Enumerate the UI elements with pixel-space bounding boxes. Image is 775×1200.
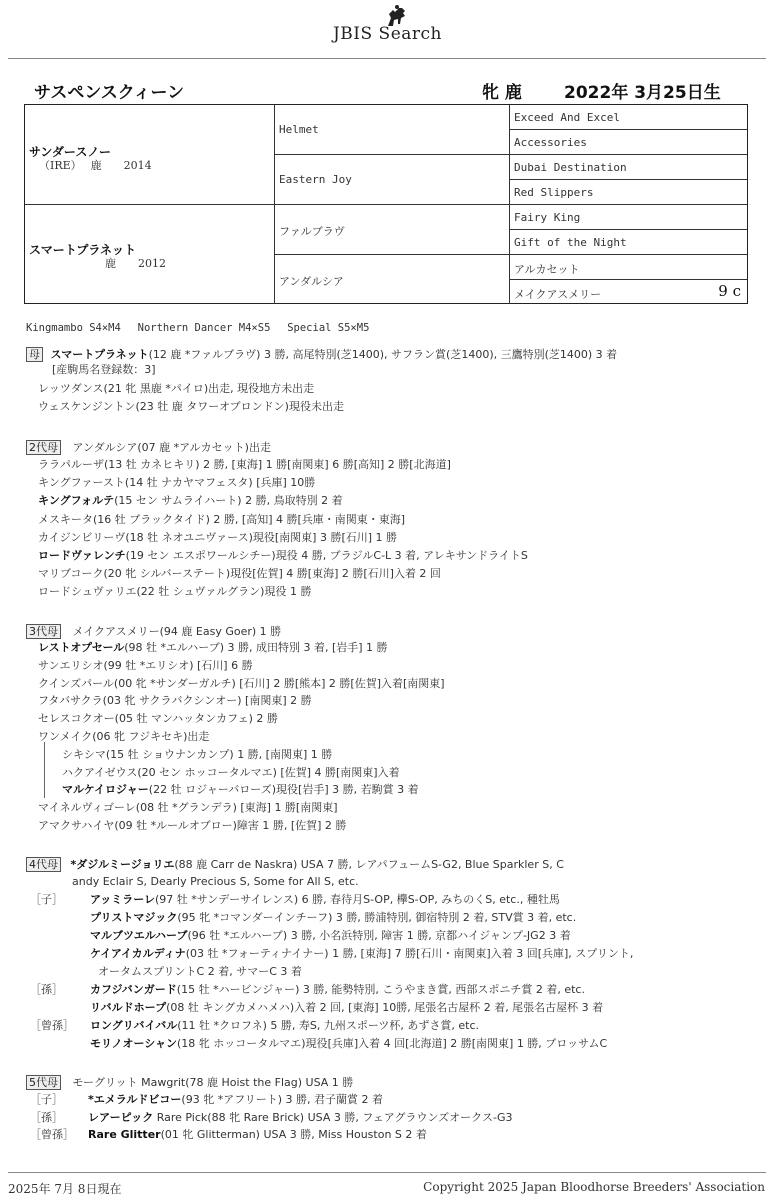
list-item[interactable] — [38, 585, 311, 599]
pedigree-dam-cell[interactable] — [25, 205, 275, 304]
g2-section-head — [26, 440, 271, 455]
record-text: マリブコーク(20 牝 シルバーステート)現役[佐賀] 4 勝[東海] 2 勝[石川]入着 2 回 — [38, 567, 441, 581]
pedigree-gen2-cell[interactable] — [275, 105, 510, 155]
horse-link[interactable]: ロングリバイバル — [90, 1019, 178, 1032]
dam-section-head — [26, 347, 617, 362]
horse-link[interactable]: Rare Glitter — [88, 1128, 161, 1141]
section-tag: 母 — [26, 347, 43, 362]
list-item[interactable] — [38, 494, 343, 508]
record-text: (97 牡 *サンデーサイレンス) 6 勝, 春待月S-OP, 欅S-OP, みちのくS, etc., 種牡馬 — [155, 893, 560, 906]
record-text: フタバサクラ(03 牝 サクラバクシンオー) [南関東] 2 勝 — [38, 694, 312, 708]
list-item[interactable] — [38, 801, 338, 815]
section-tag: 4代母 — [26, 857, 61, 872]
pedigree-gen2-name[interactable]: アンダルシア — [279, 275, 344, 288]
record-text: ワンメイク(06 牝 フジキセキ)出走 — [38, 730, 210, 743]
horse-name: サスペンスクィーン — [34, 83, 185, 103]
pedigree-gen3-name[interactable]: Dubai Destination — [514, 161, 627, 174]
dam-section-record: (12 鹿 *ファルブラヴ) 3 勝, 高尾特別(芝1400), サフラン賞(芝1400), 三鷹特別(芝1400) 3 着 — [148, 348, 618, 361]
horse-link[interactable]: マルケイロジャー — [62, 783, 149, 797]
list-item[interactable] — [30, 947, 633, 961]
record-text: (19 セン エスポワールシチー)現役 4 勝, ブラジルC-L 3 着, アレキサンドライトS — [125, 549, 528, 562]
horse-link[interactable]: プリストマジック — [90, 911, 178, 924]
horse-sex-color: 牝 鹿 — [482, 83, 522, 103]
pedigree-gen2-name[interactable]: ファルブラヴ — [279, 225, 345, 238]
pedigree-gen3-cell[interactable] — [510, 155, 747, 180]
record-text: (08 牡 キングカメハメハ)入着 2 回, [東海] 10勝, 尾張名古屋杯 2 着, 尾張名古屋杯 3 着 — [166, 1001, 604, 1014]
horse-link[interactable]: モリノオーシャン — [90, 1037, 178, 1050]
pedigree-sire-cell[interactable] — [25, 105, 275, 205]
list-item[interactable] — [30, 1128, 427, 1142]
horse-link[interactable]: アッミラーレ — [90, 893, 156, 906]
horse-link[interactable]: キングフォルテ — [38, 494, 115, 508]
dam-name[interactable]: スマートプラネット — [29, 243, 137, 257]
record-text: (96 牡 *エルハーブ) 3 勝, 小名浜特別, 障害 1 勝, 京都ハイジャンプ-JG2 3 着 — [187, 929, 571, 942]
record-text: メスキータ(16 牡 ブラックタイド) 2 勝, [高知] 4 勝[兵庫・南関東・東海] — [38, 512, 406, 526]
record-text: サンエリシオ(99 牡 *エリシオ) [石川] 6 勝 — [38, 658, 253, 672]
relation-label: ［孫］ — [30, 983, 63, 996]
g4-section-record-cont: andy Eclair S, Dearly Precious S, Some for All S, etc. — [72, 875, 359, 888]
record-text: (98 牡 *エルハーブ) 3 勝, 成田特別 3 着, [岩手] 1 勝 — [124, 641, 388, 654]
record-text: ハクアイゼウス(20 セン ホッコータルマエ) [佐賀] 4 勝[南関東]入着 — [62, 765, 400, 779]
horse-rider-icon — [385, 4, 409, 28]
footer-divider — [8, 1172, 766, 1173]
pedigree-gen3-name[interactable]: メイクアスメリー — [514, 288, 602, 301]
pedigree-gen2-name[interactable]: Eastern Joy — [279, 173, 352, 186]
pedigree-gen3-cell[interactable] — [510, 230, 747, 255]
record-text: (11 牡 *クロフネ) 5 勝, 寿S, 九州スポーツ杯, あずさ賞, etc. — [177, 1019, 479, 1032]
g3-section-head — [26, 624, 281, 639]
list-item[interactable] — [38, 712, 278, 726]
pedigree-gen3-name[interactable]: アルカセット — [514, 263, 580, 276]
list-item[interactable] — [38, 659, 253, 673]
g4-section-name[interactable]: *ダジルミージョリエ — [70, 858, 175, 871]
record-text: ララパルーザ(13 牡 カネヒキリ) 2 勝, [東海] 1 勝[南関東] 6 勝[高知] 2 勝[北海道] — [38, 458, 451, 471]
family-number: 9 c — [718, 282, 741, 300]
pedigree-gen3-name[interactable]: Fairy King — [514, 211, 581, 224]
section-tag: 2代母 — [26, 440, 61, 455]
relation-label: ［孫］ — [30, 1110, 63, 1124]
record-text: ロードシュヴァリエ(22 牡 シュヴァルグラン)現役 1 勝 — [38, 585, 312, 599]
pedigree-gen2-name[interactable]: Helmet — [279, 123, 319, 136]
record-text: カイジンビリーヴ(18 牡 ネオユニヴァース)現役[南関東] 3 勝[石川] 1 勝 — [38, 530, 398, 544]
record-text: アマクサハイヤ(09 牡 *ルールオブロー)障害 1 勝, [佐賀] 2 勝 — [38, 819, 347, 832]
g3-section-dam[interactable]: メイクアスメリー(94 鹿 Easy Goer) 1 勝 — [72, 625, 282, 638]
copyright: Copyright 2025 Japan Bloodhorse Breeders' Association — [423, 1180, 765, 1194]
list-item[interactable] — [62, 748, 332, 762]
inbreeding-cross: Kingmambo S4×M4 Northern Dancer M4×S5 Special S5×M5 — [26, 322, 370, 334]
pedigree-gen3-cell[interactable] — [510, 255, 747, 280]
horse-link[interactable]: *エメラルドビコー — [88, 1093, 182, 1106]
pedigree-gen3-cell[interactable] — [510, 130, 747, 155]
list-item[interactable] — [38, 531, 397, 545]
relation-label: ［子］ — [30, 1093, 63, 1106]
record-text: (22 牡 ロジャーバローズ)現役[岩手] 3 勝, 若駒賞 3 着 — [148, 783, 419, 797]
record-text: キングファースト(14 牡 ナカヤマフェスタ) [兵庫] 10勝 — [38, 476, 316, 490]
pedigree-gen3-name[interactable]: Gift of the Night — [514, 236, 627, 249]
g4-section-head — [26, 857, 564, 872]
record-text: クインズパール(00 牝 *サンダーガルチ) [石川] 2 勝[熊本] 2 勝[佐賀]入着[南関東] — [38, 676, 445, 690]
list-item[interactable] — [62, 766, 400, 780]
relation-label: ［曾孫］ — [30, 1019, 74, 1032]
list-item[interactable] — [30, 965, 302, 979]
registered-count: [産駒馬名登録数：3] — [52, 363, 156, 376]
g5-section-head — [26, 1075, 353, 1090]
list-item[interactable] — [38, 730, 209, 744]
list-item[interactable] — [38, 567, 441, 581]
horse-link[interactable]: リバルドホープ — [90, 1001, 167, 1014]
list-item[interactable] — [30, 1037, 607, 1051]
record-text: (18 牝 ホッコータルマエ)現役[兵庫]入着 4 回[北海道] 2 勝[南関東] 1 勝, ブロッサムC — [177, 1037, 608, 1050]
pedigree-table — [24, 104, 748, 304]
list-item[interactable] — [38, 641, 388, 655]
relation-label: ［曾孫］ — [30, 1128, 74, 1141]
sire-name[interactable]: サンダースノー — [29, 145, 111, 159]
list-item[interactable] — [30, 1019, 479, 1033]
record-text: セレスコクオー(05 牡 マンハッタンカフェ) 2 勝 — [38, 712, 278, 726]
pedigree-gen3-name[interactable]: Accessories — [514, 136, 587, 149]
list-item[interactable] — [30, 1001, 603, 1015]
offspring-bracket — [44, 742, 45, 798]
horse-link[interactable]: レストオプセール — [38, 641, 125, 654]
list-item[interactable] — [30, 893, 560, 907]
relation-label: ［子］ — [30, 893, 63, 906]
list-item[interactable] — [38, 819, 346, 833]
g4-section-record: (88 鹿 Carr de Naskra) USA 7 勝, レアパフュームS-G2, Blue Sparkler S, C — [174, 858, 564, 871]
dam-info: 鹿 2012 — [105, 257, 166, 270]
sire-info: （IRE） 鹿 2014 — [39, 159, 152, 172]
dam-section-name[interactable]: スマートプラネット — [50, 348, 149, 361]
record-text: (95 牝 *コマンダーインチーフ) 3 勝, 勝浦特別, 御宿特別 2 着, STV賞 3 着, etc. — [177, 911, 577, 924]
list-item[interactable] — [62, 783, 419, 797]
pedigree-gen3-name[interactable]: Red Slippers — [514, 186, 594, 199]
record-text: (15 牡 *ハービンジャー) 3 勝, 能勢特別, こうやまき賞, 西部スポニチ賞 2 着, etc. — [176, 983, 585, 996]
pedigree-gen3-name[interactable]: Exceed And Excel — [514, 111, 620, 124]
record-text: Rare Pick(88 牝 Rare Brick) USA 3 勝, フェアグラウンズオークス-G3 — [153, 1110, 513, 1124]
horse-link[interactable]: マルブツエルハーブ — [90, 929, 188, 942]
pedigree-gen2-cell[interactable] — [275, 155, 510, 205]
list-item[interactable] — [30, 983, 585, 997]
g5-section-dam[interactable]: モーグリット Mawgrit(78 鹿 Hoist the Flag) USA 1 勝 — [72, 1076, 354, 1089]
list-item[interactable] — [38, 549, 528, 563]
record-text: マイネルヴィゴーレ(08 牡 *グランデラ) [東海] 1 勝[南関東] — [38, 801, 338, 815]
list-item[interactable] — [30, 1111, 513, 1125]
list-item[interactable] — [38, 694, 312, 708]
record-text: (15 セン サムライハート) 2 勝, 鳥取特別 2 着 — [114, 494, 343, 508]
record-text: オータムスプリントC 2 着, サマーC 3 着 — [98, 965, 302, 978]
g2-section-dam[interactable]: アンダルシア(07 鹿 *アルカセット)出走 — [72, 441, 271, 454]
horse-link[interactable]: ロードヴァレンチ — [38, 549, 126, 562]
pedigree-gen2-cell[interactable] — [275, 205, 510, 255]
horse-link[interactable]: ケイアイカルディナ — [90, 947, 186, 960]
record-text: (03 牡 *フォーティナイナー) 1 勝, [東海] 7 勝[石川・南関東]入着 3 回[兵庫], スプリント, — [185, 947, 634, 960]
horse-birthdate: 2022年 3月25日生 — [564, 83, 721, 103]
list-item[interactable] — [38, 458, 451, 472]
list-item[interactable] — [30, 1093, 383, 1107]
list-item[interactable] — [38, 513, 405, 527]
horse-link[interactable]: カフジバンガード — [90, 983, 177, 996]
header-divider — [8, 58, 766, 59]
pedigree-gen3-cell[interactable] — [510, 205, 747, 230]
pedigree-gen3-cell[interactable] — [510, 280, 747, 304]
jbis-logo[interactable] — [0, 4, 775, 44]
list-item[interactable]: ウェスケンジントン(23 牡 鹿 タワーオブロンドン)現役未出走 — [38, 400, 344, 413]
record-text: (93 牝 *アフリート) 3 勝, 君子蘭賞 2 着 — [181, 1093, 384, 1106]
as-of-date: 2025年 7月 8日現在 — [8, 1182, 122, 1196]
pedigree-gen3-cell[interactable] — [510, 180, 747, 205]
list-item[interactable] — [30, 911, 576, 925]
horse-link[interactable]: レアーピック — [88, 1110, 154, 1124]
record-text: シキシマ(15 牡 ショウナンカンプ) 1 勝, [南関東] 1 勝 — [62, 747, 333, 761]
record-text: (01 牝 Glitterman) USA 3 勝, Miss Houston S 2 着 — [160, 1128, 427, 1141]
list-item[interactable] — [38, 476, 315, 490]
list-item[interactable]: レッツダンス(21 牝 黒鹿 *パイロ)出走, 現役地方未出走 — [38, 382, 315, 395]
list-item[interactable] — [38, 677, 445, 691]
section-tag: 3代母 — [26, 624, 61, 639]
pedigree-gen3-cell[interactable] — [510, 105, 747, 130]
section-tag: 5代母 — [26, 1075, 61, 1090]
pedigree-gen2-cell[interactable] — [275, 255, 510, 304]
logo-text: JBIS Search — [332, 24, 442, 44]
list-item[interactable] — [30, 929, 571, 943]
